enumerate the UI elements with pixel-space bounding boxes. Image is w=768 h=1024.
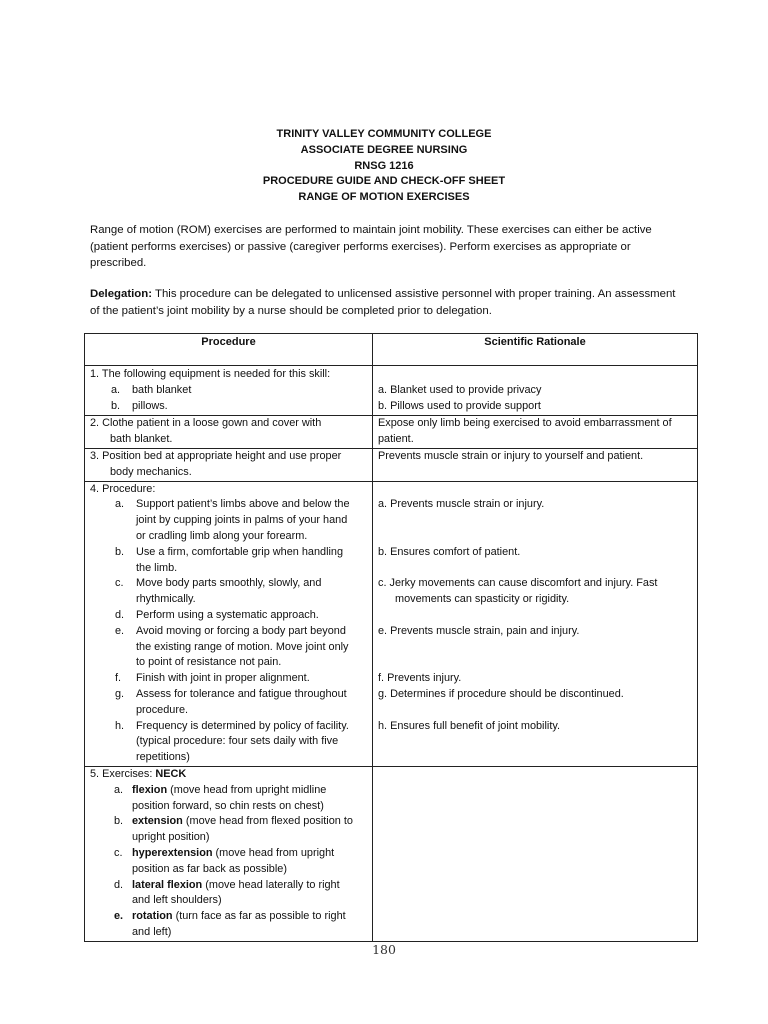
header-guide-title: PROCEDURE GUIDE AND CHECK-OFF SHEET	[262, 175, 506, 188]
rationale-column-header: Scientific Rationale	[373, 334, 698, 366]
table-header-row	[85, 334, 698, 366]
procedure-table	[84, 333, 698, 942]
rationale-cell: Prevents muscle strain or injury to yourself and patient.	[373, 448, 698, 481]
table-row	[85, 481, 698, 766]
header-course: RNSG 1216	[354, 159, 414, 172]
delegation-label: Delegation:	[90, 288, 153, 300]
rationale-cell	[373, 766, 698, 941]
header-college: TRINITY VALLEY COMMUNITY COLLEGE	[276, 128, 492, 140]
procedure-cell: 4. Procedure: a. Support patient’s limbs above and below the joint by cupping joints in palms of your hand or cradling limb along your forearm. b. Use a firm, comfortable grip when handling the limb. c. Move body parts smoothly, slowly, and rhythmically. d. Perform using a systematic approach. e. Avoid moving or forcing a body part beyond the existing range of motion. Move joint only to point of resistance not pain. f. Finish with joint in proper alignment. g. Assess for tolerance and fatigue throughout procedure. h. Frequency is determined by policy of facility. (typical procedure: four sets daily with five repetitions)	[85, 481, 373, 766]
rationale-cell: Expose only limb being exercised to avoid embarrassment of patient.	[373, 416, 698, 449]
rationale-cell: a. Blanket used to provide privacy b. Pillows used to provide support	[373, 366, 698, 416]
table-row	[85, 766, 698, 941]
header-procedure-title: RANGE OF MOTION EXERCISES	[298, 191, 470, 204]
procedure-cell: 5. Exercises: NECK a. flexion (move head from upright midline position forward, so chin rests on chest) b. extension (move head from flexed position to upright position) c. hyperextension (move head from upright position as far back as possible) d. lateral flexion (move head laterally to right and left shoulders) e. rotation (turn face as far as possible to right and left)	[85, 766, 373, 941]
procedure-column-header: Procedure	[85, 334, 373, 366]
list-item: pillows.	[132, 399, 168, 412]
procedure-cell: 2. Clothe patient in a loose gown and cover with bath blanket.	[85, 416, 373, 449]
header-program: ASSOCIATE DEGREE NURSING	[300, 143, 468, 156]
procedure-cell: 1. The following equipment is needed for this skill: a. bath blanket b. pillows.	[85, 366, 373, 416]
procedure-cell: 3. Position bed at appropriate height and use proper body mechanics.	[85, 448, 373, 481]
page-number: 180	[372, 942, 396, 957]
delegation-paragraph	[90, 286, 682, 319]
table-row	[85, 416, 698, 449]
table-row	[85, 448, 698, 481]
delegation-text: This procedure can be delegated to unlicensed assistive personnel with proper training. An assessment of the patient’s joint mobility by a nurse should be completed prior to delegation.	[90, 288, 676, 317]
intro-paragraph: Range of motion (ROM) exercises are performed to maintain joint mobility. These exercises can either be active (patient performs exercises) or passive (caregiver performs exercises). Perform exercises as appropriate or prescribed.	[90, 224, 652, 269]
document-header	[0, 127, 768, 206]
table-row	[85, 366, 698, 416]
rationale-cell: a. Prevents muscle strain or injury. b. Ensures comfort of patient. c. Jerky movements can cause discomfort and injury. Fast movements can spasticity or rigidity. e. Prevents muscle strain, pain and injury. f. Prevents injury. g. Determines if procedure should be discontinued. h. Ensures full benefit of joint mobility.	[373, 481, 698, 766]
list-item: bath blanket	[132, 383, 192, 396]
